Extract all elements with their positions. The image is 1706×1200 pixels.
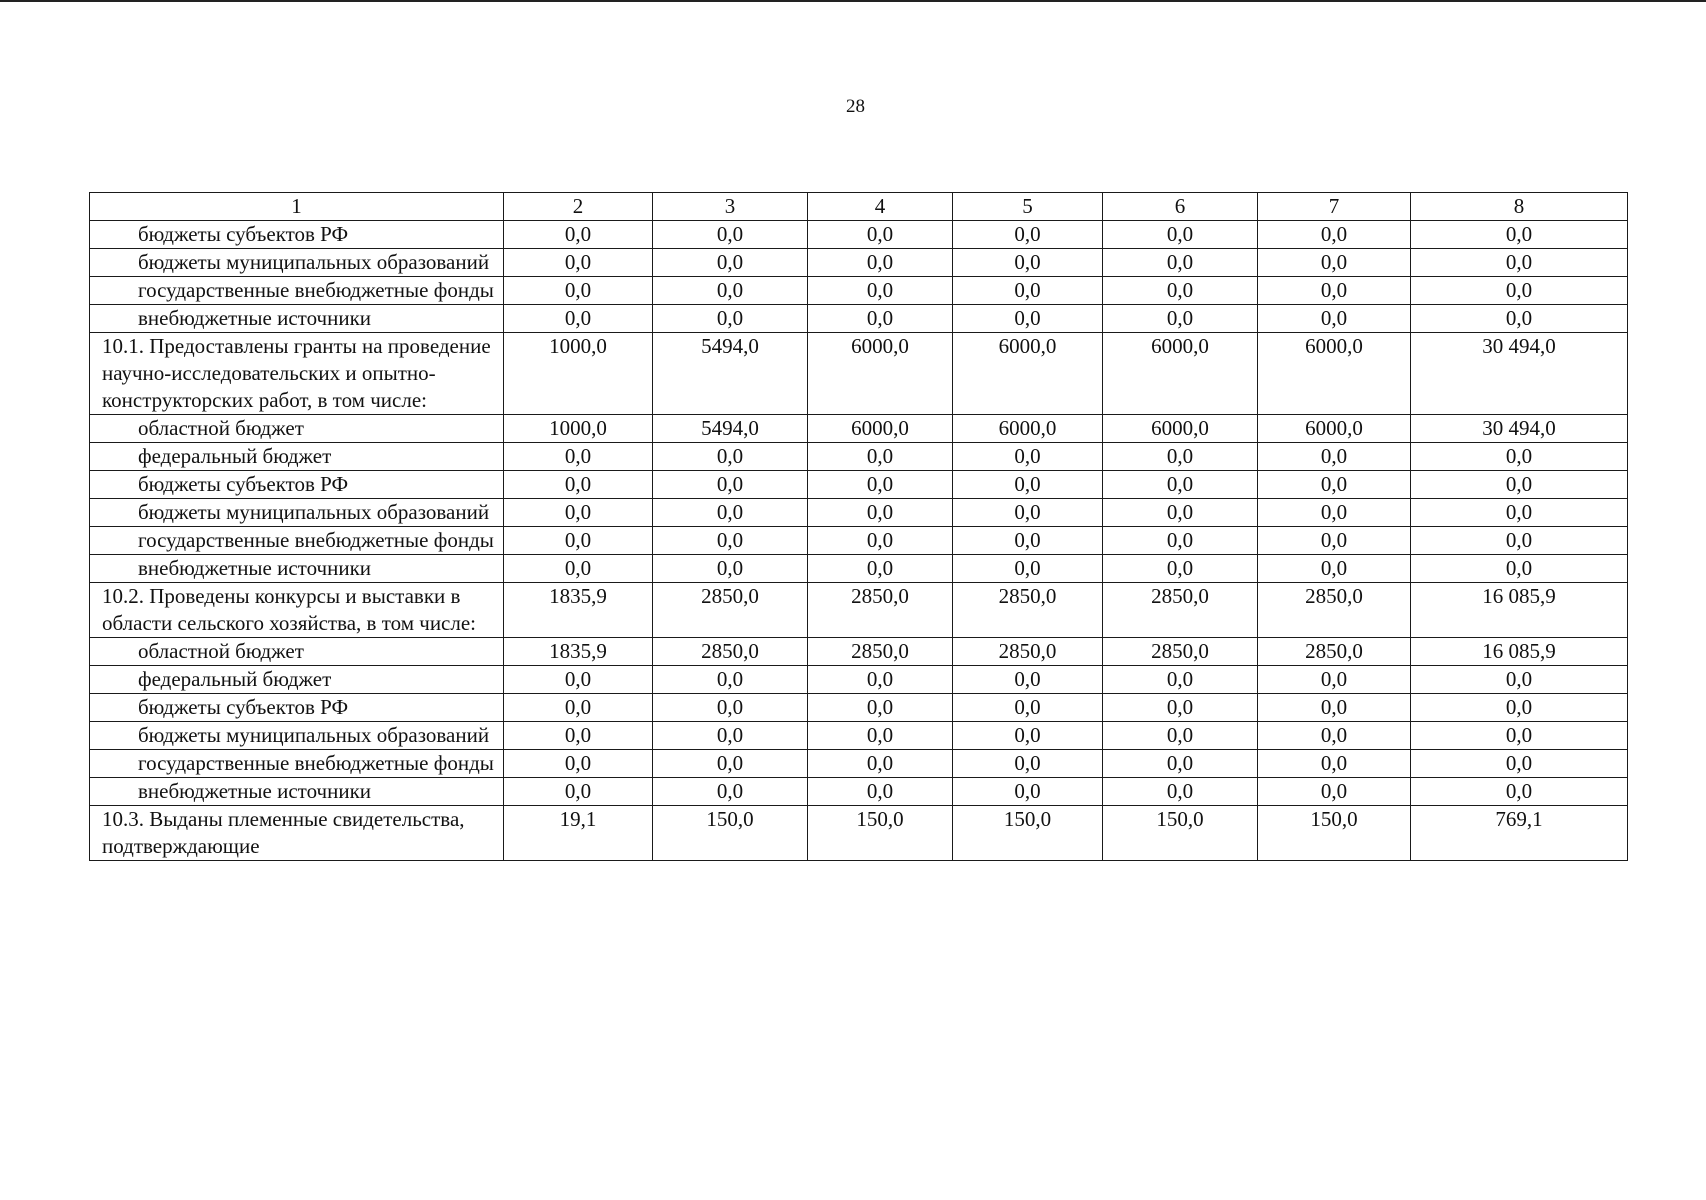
value-cell: 0,0: [1411, 527, 1628, 555]
value-cell: 0,0: [1411, 499, 1628, 527]
value-cell: 0,0: [653, 750, 808, 778]
value-cell: 0,0: [1411, 471, 1628, 499]
value-cell: 0,0: [1103, 277, 1258, 305]
value-cell: 0,0: [504, 778, 653, 806]
value-cell: 0,0: [808, 305, 953, 333]
value-cell: 2850,0: [1258, 638, 1411, 666]
value-cell: 0,0: [1103, 249, 1258, 277]
value-cell: 0,0: [1411, 277, 1628, 305]
value-cell: 0,0: [1411, 443, 1628, 471]
table-row: [90, 722, 1628, 750]
row-label-cell: областной бюджет: [90, 638, 504, 666]
value-cell: 150,0: [1258, 806, 1411, 861]
value-cell: 0,0: [1258, 555, 1411, 583]
table-row: [90, 249, 1628, 277]
value-cell: 0,0: [504, 277, 653, 305]
value-cell: 0,0: [1258, 471, 1411, 499]
table-row: [90, 666, 1628, 694]
value-cell: 1000,0: [504, 333, 653, 415]
row-label-cell: внебюджетные источники: [90, 305, 504, 333]
value-cell: 6000,0: [953, 415, 1103, 443]
value-cell: 0,0: [808, 527, 953, 555]
value-cell: 0,0: [1258, 305, 1411, 333]
value-cell: 0,0: [1103, 471, 1258, 499]
row-title-cell: 10.1. Предоставлены гранты на проведение научно-исследовательских и опытно-конструкторских работ, в том числе:: [90, 333, 504, 415]
budget-table: [89, 192, 1628, 861]
value-cell: 0,0: [808, 555, 953, 583]
value-cell: 0,0: [1258, 666, 1411, 694]
value-cell: 0,0: [1258, 750, 1411, 778]
value-cell: 0,0: [653, 527, 808, 555]
table-row: [90, 583, 1628, 638]
value-cell: 0,0: [653, 471, 808, 499]
value-cell: 0,0: [953, 277, 1103, 305]
value-cell: 0,0: [504, 471, 653, 499]
value-cell: 0,0: [653, 499, 808, 527]
value-cell: 0,0: [1103, 527, 1258, 555]
value-cell: 0,0: [653, 221, 808, 249]
value-cell: 0,0: [953, 666, 1103, 694]
table-row: [90, 443, 1628, 471]
value-cell: 0,0: [953, 722, 1103, 750]
value-cell: 0,0: [504, 666, 653, 694]
value-cell: 0,0: [504, 694, 653, 722]
value-cell: 0,0: [653, 555, 808, 583]
value-cell: 0,0: [504, 555, 653, 583]
value-cell: 0,0: [653, 722, 808, 750]
value-cell: 0,0: [653, 305, 808, 333]
value-cell: 0,0: [808, 499, 953, 527]
value-cell: 0,0: [1103, 499, 1258, 527]
value-cell: 0,0: [1103, 778, 1258, 806]
row-label-cell: федеральный бюджет: [90, 443, 504, 471]
value-cell: 0,0: [1258, 527, 1411, 555]
value-cell: 0,0: [953, 305, 1103, 333]
row-label-cell: бюджеты муниципальных образований: [90, 722, 504, 750]
table-row: [90, 778, 1628, 806]
value-cell: 1835,9: [504, 583, 653, 638]
value-cell: 0,0: [1411, 305, 1628, 333]
table-row: [90, 527, 1628, 555]
value-cell: 0,0: [953, 499, 1103, 527]
value-cell: 2850,0: [953, 583, 1103, 638]
value-cell: 0,0: [653, 778, 808, 806]
value-cell: 0,0: [1103, 221, 1258, 249]
value-cell: 0,0: [653, 694, 808, 722]
value-cell: 6000,0: [953, 333, 1103, 415]
table-row: [90, 638, 1628, 666]
value-cell: 0,0: [808, 722, 953, 750]
value-cell: 6000,0: [1103, 415, 1258, 443]
table-row: [90, 499, 1628, 527]
table-row: [90, 305, 1628, 333]
value-cell: 0,0: [504, 443, 653, 471]
value-cell: 0,0: [953, 778, 1103, 806]
value-cell: 0,0: [953, 750, 1103, 778]
value-cell: 0,0: [504, 305, 653, 333]
row-label-cell: бюджеты муниципальных образований: [90, 249, 504, 277]
column-number-header: 4: [808, 193, 953, 221]
table-row: [90, 415, 1628, 443]
value-cell: 0,0: [504, 722, 653, 750]
value-cell: 0,0: [653, 666, 808, 694]
row-label-cell: областной бюджет: [90, 415, 504, 443]
value-cell: 0,0: [653, 443, 808, 471]
value-cell: 2850,0: [653, 583, 808, 638]
value-cell: 150,0: [808, 806, 953, 861]
value-cell: 6000,0: [1103, 333, 1258, 415]
value-cell: 0,0: [808, 221, 953, 249]
value-cell: 0,0: [808, 471, 953, 499]
value-cell: 0,0: [808, 249, 953, 277]
value-cell: 0,0: [1258, 499, 1411, 527]
value-cell: 16 085,9: [1411, 638, 1628, 666]
value-cell: 0,0: [808, 443, 953, 471]
value-cell: 0,0: [808, 277, 953, 305]
value-cell: 6000,0: [1258, 415, 1411, 443]
value-cell: 0,0: [1103, 443, 1258, 471]
value-cell: 0,0: [808, 750, 953, 778]
row-label-cell: федеральный бюджет: [90, 666, 504, 694]
value-cell: 0,0: [504, 750, 653, 778]
column-number-header: 1: [90, 193, 504, 221]
value-cell: 0,0: [1411, 221, 1628, 249]
value-cell: 30 494,0: [1411, 333, 1628, 415]
column-number-header: 2: [504, 193, 653, 221]
value-cell: 0,0: [1411, 555, 1628, 583]
value-cell: 0,0: [953, 221, 1103, 249]
row-label-cell: бюджеты муниципальных образований: [90, 499, 504, 527]
value-cell: 2850,0: [808, 638, 953, 666]
column-number-header: 8: [1411, 193, 1628, 221]
value-cell: 0,0: [953, 555, 1103, 583]
table-row: [90, 221, 1628, 249]
value-cell: 0,0: [504, 221, 653, 249]
value-cell: 2850,0: [808, 583, 953, 638]
value-cell: 0,0: [953, 443, 1103, 471]
value-cell: 2850,0: [953, 638, 1103, 666]
value-cell: 2850,0: [1103, 583, 1258, 638]
value-cell: 0,0: [1258, 778, 1411, 806]
value-cell: 0,0: [808, 778, 953, 806]
table-row: [90, 333, 1628, 415]
value-cell: 2850,0: [1103, 638, 1258, 666]
value-cell: 0,0: [1103, 305, 1258, 333]
value-cell: 0,0: [1258, 443, 1411, 471]
value-cell: 5494,0: [653, 415, 808, 443]
value-cell: 1835,9: [504, 638, 653, 666]
value-cell: 0,0: [1411, 722, 1628, 750]
value-cell: 0,0: [1258, 694, 1411, 722]
value-cell: 16 085,9: [1411, 583, 1628, 638]
value-cell: 0,0: [1411, 750, 1628, 778]
value-cell: 150,0: [653, 806, 808, 861]
value-cell: 150,0: [953, 806, 1103, 861]
value-cell: 150,0: [1103, 806, 1258, 861]
top-border-line: [0, 0, 1706, 2]
value-cell: 0,0: [653, 277, 808, 305]
row-label-cell: внебюджетные источники: [90, 555, 504, 583]
value-cell: 0,0: [953, 527, 1103, 555]
row-label-cell: бюджеты субъектов РФ: [90, 694, 504, 722]
value-cell: 6000,0: [808, 415, 953, 443]
row-title-cell: 10.3. Выданы племенные свидетельства, подтверждающие: [90, 806, 504, 861]
table-row: [90, 277, 1628, 305]
column-number-header: 6: [1103, 193, 1258, 221]
value-cell: 0,0: [1258, 277, 1411, 305]
value-cell: 5494,0: [653, 333, 808, 415]
value-cell: 0,0: [504, 249, 653, 277]
value-cell: 0,0: [1411, 694, 1628, 722]
value-cell: 6000,0: [808, 333, 953, 415]
value-cell: 0,0: [953, 694, 1103, 722]
value-cell: 0,0: [653, 249, 808, 277]
value-cell: 0,0: [1411, 249, 1628, 277]
value-cell: 0,0: [1258, 722, 1411, 750]
value-cell: 0,0: [1103, 555, 1258, 583]
table-row: [90, 694, 1628, 722]
column-number-header: 5: [953, 193, 1103, 221]
row-label-cell: государственные внебюджетные фонды: [90, 277, 504, 305]
row-label-cell: государственные внебюджетные фонды: [90, 750, 504, 778]
value-cell: 0,0: [1411, 666, 1628, 694]
table-row: [90, 471, 1628, 499]
value-cell: 0,0: [953, 249, 1103, 277]
value-cell: 0,0: [1258, 221, 1411, 249]
value-cell: 2850,0: [653, 638, 808, 666]
value-cell: 19,1: [504, 806, 653, 861]
table-row: [90, 750, 1628, 778]
value-cell: 2850,0: [1258, 583, 1411, 638]
value-cell: 0,0: [808, 694, 953, 722]
table-header-row: [90, 193, 1628, 221]
value-cell: 0,0: [1411, 778, 1628, 806]
table-row: [90, 806, 1628, 861]
value-cell: 0,0: [504, 527, 653, 555]
value-cell: 0,0: [953, 471, 1103, 499]
value-cell: 0,0: [1258, 249, 1411, 277]
value-cell: 1000,0: [504, 415, 653, 443]
row-label-cell: внебюджетные источники: [90, 778, 504, 806]
value-cell: 6000,0: [1258, 333, 1411, 415]
page-number: 28: [846, 96, 865, 117]
value-cell: 769,1: [1411, 806, 1628, 861]
row-label-cell: бюджеты субъектов РФ: [90, 471, 504, 499]
value-cell: 0,0: [1103, 722, 1258, 750]
column-number-header: 3: [653, 193, 808, 221]
value-cell: 0,0: [808, 666, 953, 694]
row-title-cell: 10.2. Проведены конкурсы и выставки в области сельского хозяйства, в том числе:: [90, 583, 504, 638]
value-cell: 0,0: [1103, 666, 1258, 694]
row-label-cell: бюджеты субъектов РФ: [90, 221, 504, 249]
row-label-cell: государственные внебюджетные фонды: [90, 527, 504, 555]
value-cell: 0,0: [504, 499, 653, 527]
value-cell: 0,0: [1103, 694, 1258, 722]
value-cell: 0,0: [1103, 750, 1258, 778]
column-number-header: 7: [1258, 193, 1411, 221]
table-row: [90, 555, 1628, 583]
value-cell: 30 494,0: [1411, 415, 1628, 443]
